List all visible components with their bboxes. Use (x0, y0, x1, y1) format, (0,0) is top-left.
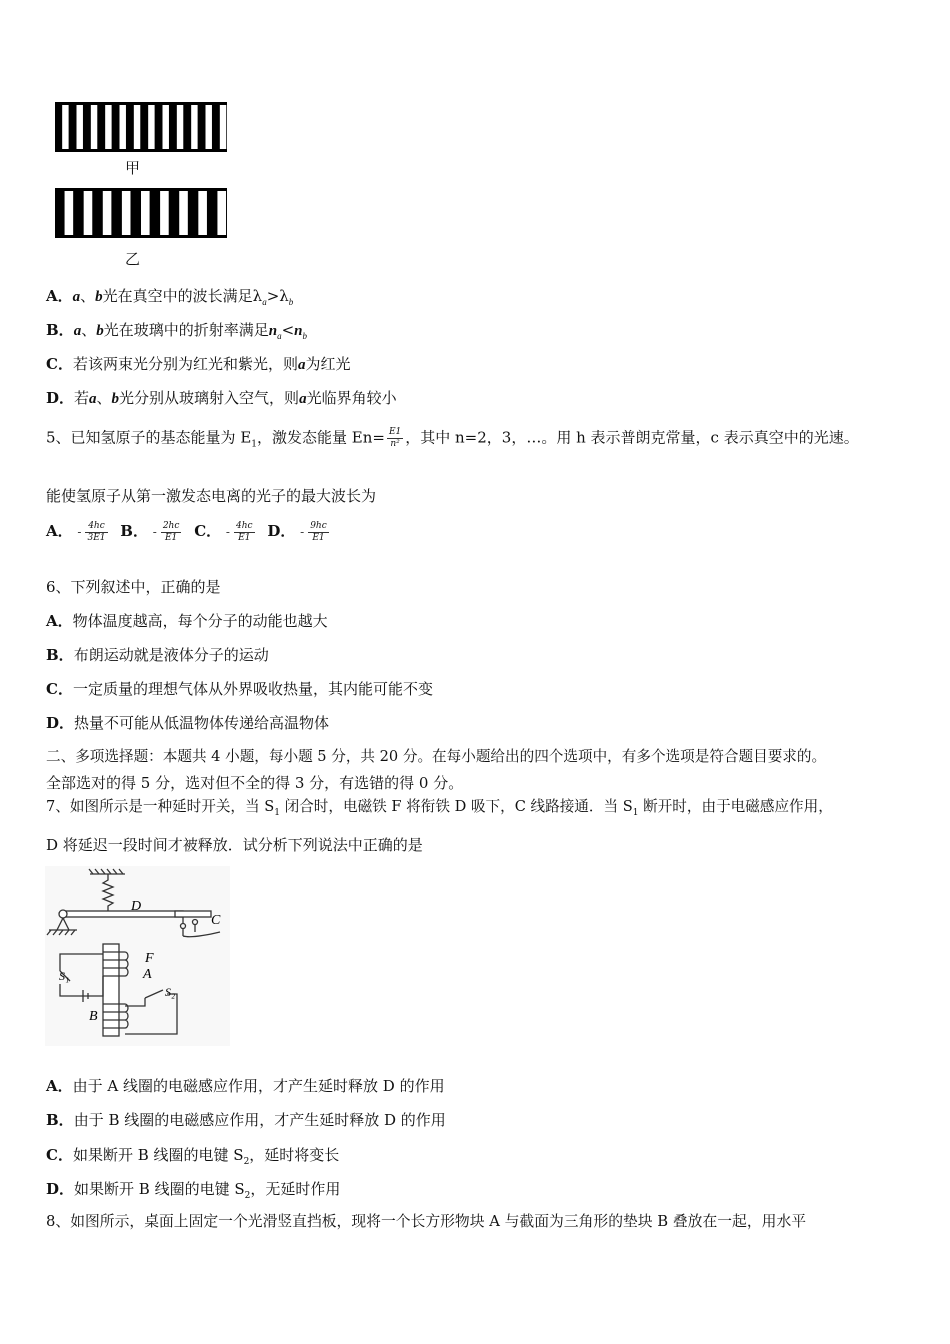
fringe-bar (120, 105, 126, 149)
fringe-bar (160, 191, 169, 235)
q5-stem-line2: 能使氢原子从第一激发态电离的光子的最大波长为 (46, 487, 377, 505)
fig-label-c: C (211, 913, 221, 928)
fringe-bar (198, 191, 207, 235)
fringe-bar (103, 191, 112, 235)
fringe-bar (148, 105, 154, 149)
delay-switch-figure (45, 866, 230, 1046)
q5-option-a: A． - $\frac{4hc}{3E1}$ (46, 520, 106, 543)
caption-jia: 甲 (125, 159, 141, 177)
caption-yi: 乙 (125, 250, 141, 268)
q7-option-d: D．如果断开 B 线圈的电键 $S_2$，无延时作用 (46, 1180, 341, 1201)
fringe-pattern-yi (55, 188, 230, 240)
q7-stem-line2: D 将延迟一段时间才被释放．试分析下列说法中正确的是 (46, 836, 423, 854)
fringe-bar (91, 105, 97, 149)
q4-option-b: B．a、b光在玻璃中的折射率满足$n_a<n_b$ (46, 321, 307, 341)
fringe-pattern-jia (55, 102, 230, 154)
q6-stem: 6、下列叙述中，正确的是 (46, 578, 221, 596)
fig-label-s1: S₁ (59, 969, 70, 983)
q5-options (46, 520, 337, 544)
fig-label-s2: S₂ (165, 985, 176, 999)
fig-label-a: A (143, 967, 152, 982)
fringe-bar (77, 105, 83, 149)
fig-label-f: F (145, 951, 154, 966)
energy-fraction: $\frac{E1}{\text{n²}}$ (388, 427, 402, 449)
fringe-bar (141, 191, 150, 235)
section2-heading: 二、多项选择题：本题共 4 小题，每小题 5 分，共 20 分。在每小题给出的四个选项中，有多个选项是符合题目要求的。 (46, 748, 827, 765)
fringe-bar (177, 105, 183, 149)
q6-option-b: B．布朗运动就是液体分子的运动 (46, 646, 269, 664)
q7-stem: 7、如图所示是一种延时开关，当 $S_1$ 闭合时，电磁铁 F 将衔铁 D 吸下，C 线路接通．当 $S_1$ 断开时，由于电磁感应作用， (46, 798, 833, 818)
q8-stem: 8、如图所示，桌面上固定一个光滑竖直挡板，现将一个长方形物块 A 与截面为三角形的垫块 B 叠放在一起，用水平 (46, 1213, 807, 1230)
q6-option-c: C．一定质量的理想气体从外界吸收热量，其内能可能不变 (46, 680, 433, 698)
fig-label-b: B (89, 1009, 98, 1024)
fringe-bar (105, 105, 111, 149)
fringe-bar (179, 191, 188, 235)
fringe-bar (163, 105, 169, 149)
fringe-bar (206, 105, 212, 149)
q6-option-d: D．热量不可能从低温物体传递给高温物体 (46, 714, 330, 732)
q5-option-d: D． - $\frac{9hc}{E1}$ (267, 520, 327, 543)
q6-option-a: A．物体温度越高，每个分子的动能也越大 (46, 612, 328, 630)
q5-stem: 5、已知氢原子的基态能量为 $E_1$，激发态能量 En= $\frac{E1}{\text{n²}}$ ，其中 n=2，3，…。用 h 表示普朗克常量，c 表示真空中的光速。 (46, 427, 859, 450)
fringe-bar (65, 191, 74, 235)
fringe-figure (55, 100, 230, 270)
fig-label-d: D (131, 899, 142, 914)
q7-option-c: C．如果断开 B 线圈的电键 $S_2$，延时将变长 (46, 1146, 340, 1167)
q4-option-d: D．若a、b光分别从玻璃射入空气，则a光临界角较小 (46, 389, 397, 407)
fringe-bar (220, 105, 226, 149)
section2-heading-line2: 全部选对的得 5 分，选对但不全的得 3 分，有选错的得 0 分。 (46, 774, 464, 792)
fringe-bar (62, 105, 68, 149)
q5-option-b: B． - $\frac{2hc}{E1}$ (120, 520, 180, 543)
fringe-bar (217, 191, 226, 235)
q4-option-a: A．a、b光在真空中的波长满足$\lambda_a>\lambda_b$ (46, 287, 294, 307)
fringe-bar (122, 191, 131, 235)
q4-option-c: C．若该两束光分别为红光和紫光，则a为红光 (46, 355, 351, 373)
fringe-bar (84, 191, 93, 235)
q5-option-c: C． - $\frac{4hc}{E1}$ (194, 520, 253, 543)
q7-option-b: B．由于 B 线圈的电磁感应作用，才产生延时释放 D 的作用 (46, 1111, 446, 1129)
fringe-bar (134, 105, 140, 149)
fringe-bar (191, 105, 197, 149)
q7-option-a: A．由于 A 线圈的电磁感应作用，才产生延时释放 D 的作用 (46, 1077, 445, 1095)
